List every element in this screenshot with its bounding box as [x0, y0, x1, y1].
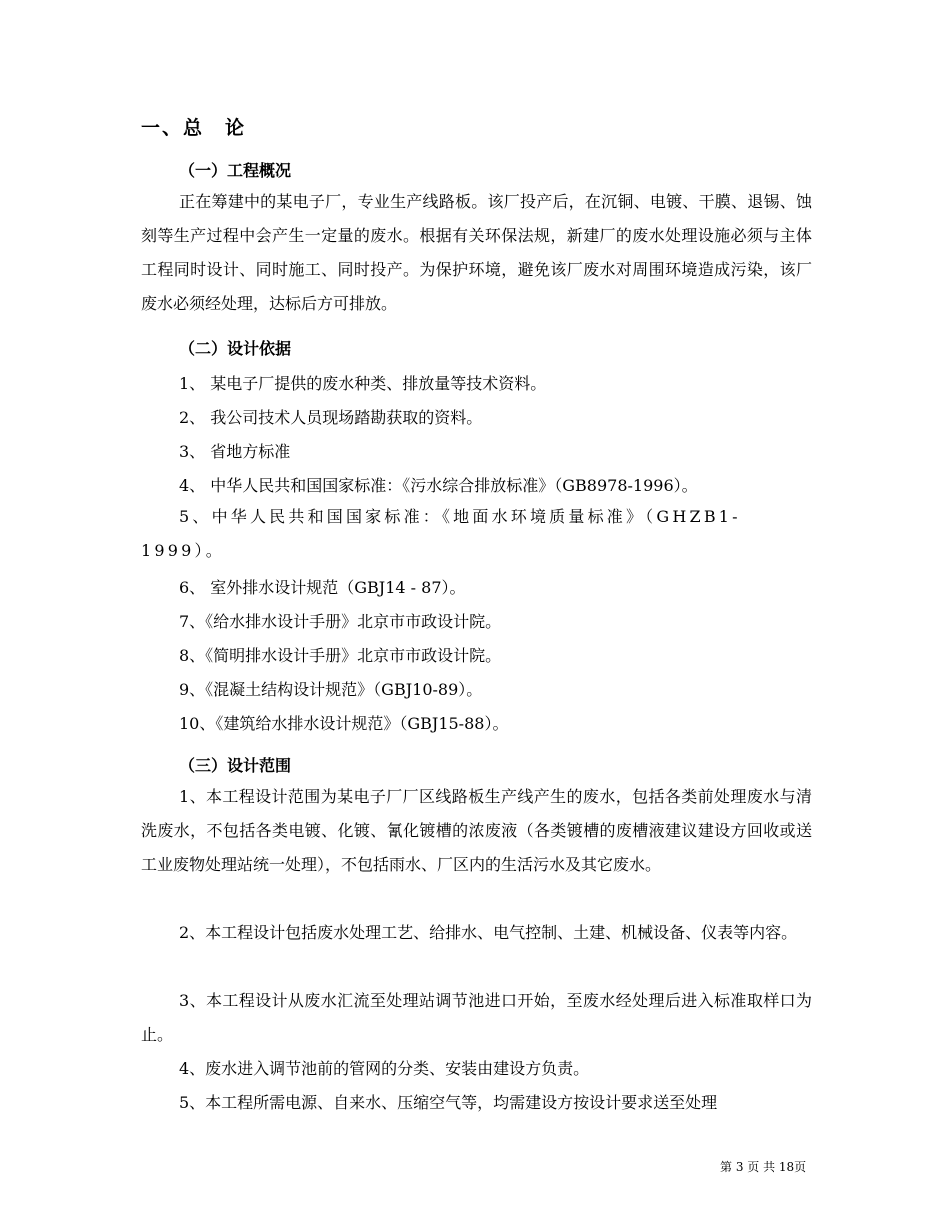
section-title-overview: （一）工程概况	[179, 161, 292, 180]
basis-item-5: 5、中华人民共和国国家标准：《地面水环境质量标准》（GHZB1-1999）。	[141, 507, 741, 560]
chapter-heading: 一、总 论	[141, 117, 247, 139]
basis-item-8: 8、《简明排水设计手册》北京市市政设计院。	[179, 646, 502, 665]
scope-paragraph-1: 1、本工程设计范围为某电子厂厂区线路板生产线产生的废水，包括各类前处理废水与清洗废水，不包括各类电镀、化镀、氰化镀槽的浓废液（各类镀槽的废槽液建议建设方回收或送工业废物处理站统一处理），不包括雨水、厂区内的生活污水及其它废水。	[141, 787, 812, 874]
basis-item-7: 7、《给水排水设计手册》北京市市政设计院。	[179, 612, 502, 631]
section-title-scope: （三）设计范围	[179, 756, 292, 775]
basis-item-4: 4、 中华人民共和国国家标准：《污水综合排放标准》（GB8978-1996）。	[179, 476, 698, 495]
scope-paragraph-2: 2、本工程设计包括废水处理工艺、给排水、电气控制、土建、机械设备、仪表等内容。	[179, 923, 798, 942]
scope-paragraph-4: 4、废水进入调节池前的管网的分类、安装由建设方负责。	[179, 1059, 590, 1078]
basis-item-6: 6、 室外排水设计规范（GBJ14 - 87）。	[179, 578, 466, 597]
page-footer: 第 3 页 共 18页	[720, 1160, 807, 1174]
basis-item-3: 3、 省地方标准	[179, 442, 291, 461]
basis-item-10: 10、《建筑给水排水设计规范》（GBJ15-88）。	[179, 714, 509, 733]
basis-item-9: 9、《混凝土结构设计规范》（GBJ10-89）。	[179, 680, 483, 699]
scope-paragraph-3: 3、本工程设计从废水汇流至处理站调节池进口开始，至废水经处理后进入标准取样口为止。	[141, 991, 812, 1044]
section-title-basis: （二）设计依据	[179, 339, 292, 358]
basis-item-2: 2、 我公司技术人员现场踏勘获取的资料。	[179, 408, 483, 427]
basis-item-1: 1、 某电子厂提供的废水种类、排放量等技术资料。	[179, 374, 547, 393]
overview-paragraph: 正在筹建中的某电子厂，专业生产线路板。该厂投产后，在沉铜、电镀、干膜、退锡、蚀刻等生产过程中会产生一定量的废水。根据有关环保法规，新建厂的废水处理设施必须与主体工程同时设计、同时施工、同时投产。为保护环境，避免该厂废水对周围环境造成污染，该厂废水必须经处理，达标后方可排放。	[141, 192, 812, 313]
scope-paragraph-5: 5、本工程所需电源、自来水、压缩空气等，均需建设方按设计要求送至处理	[179, 1093, 718, 1112]
